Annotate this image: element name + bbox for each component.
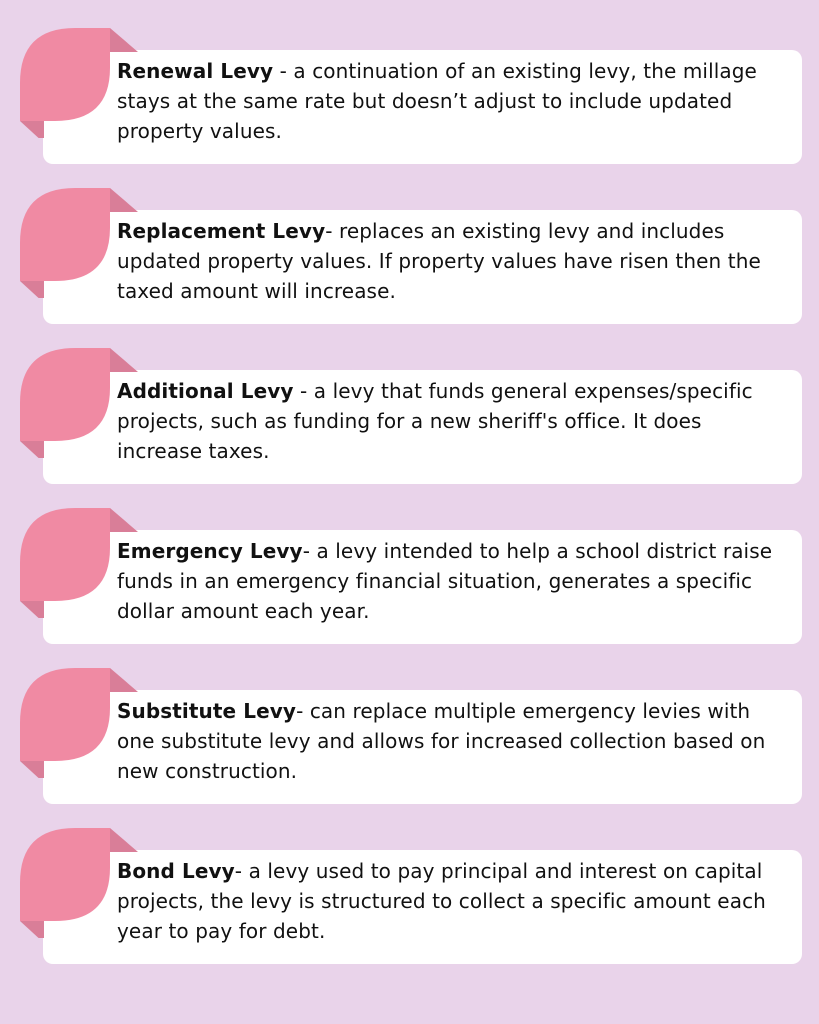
levy-description: - a levy used to pay principal and interest on capital projects, the levy is structured to collect a specific amount each year to pay for debt.	[117, 859, 766, 943]
levy-term: Substitute Levy	[117, 699, 297, 723]
levy-text	[117, 376, 792, 466]
levy-text	[117, 56, 792, 146]
levy-text	[117, 696, 792, 786]
levy-item	[0, 508, 819, 658]
levy-term: Additional Levy	[117, 379, 294, 403]
levy-description: - can replace multiple emergency levies with one substitute levy and allows for increased collection based on new construction.	[117, 699, 766, 783]
levy-term: Replacement Levy	[117, 219, 326, 243]
levy-text	[117, 536, 792, 626]
levy-description: - a continuation of an existing levy, the millage stays at the same rate but doesn’t adjust to include updated property values.	[117, 59, 757, 143]
levy-item	[0, 828, 819, 978]
levy-description: - a levy intended to help a school district raise funds in an emergency financial situation, generates a specific dollar amount each year.	[117, 539, 773, 623]
levy-item	[0, 668, 819, 818]
levy-text	[117, 216, 792, 306]
levy-description: - replaces an existing levy and includes updated property values. If property values have risen then the taxed amount will increase.	[117, 219, 761, 303]
levy-term: Emergency Levy	[117, 539, 303, 563]
levy-item	[0, 28, 819, 178]
levy-item	[0, 348, 819, 498]
levy-term: Renewal Levy	[117, 59, 274, 83]
levy-item	[0, 188, 819, 338]
levy-term: Bond Levy	[117, 859, 235, 883]
levy-text	[117, 856, 792, 946]
levy-description: - a levy that funds general expenses/specific projects, such as funding for a new sheriff's office. It does increase taxes.	[117, 379, 753, 463]
